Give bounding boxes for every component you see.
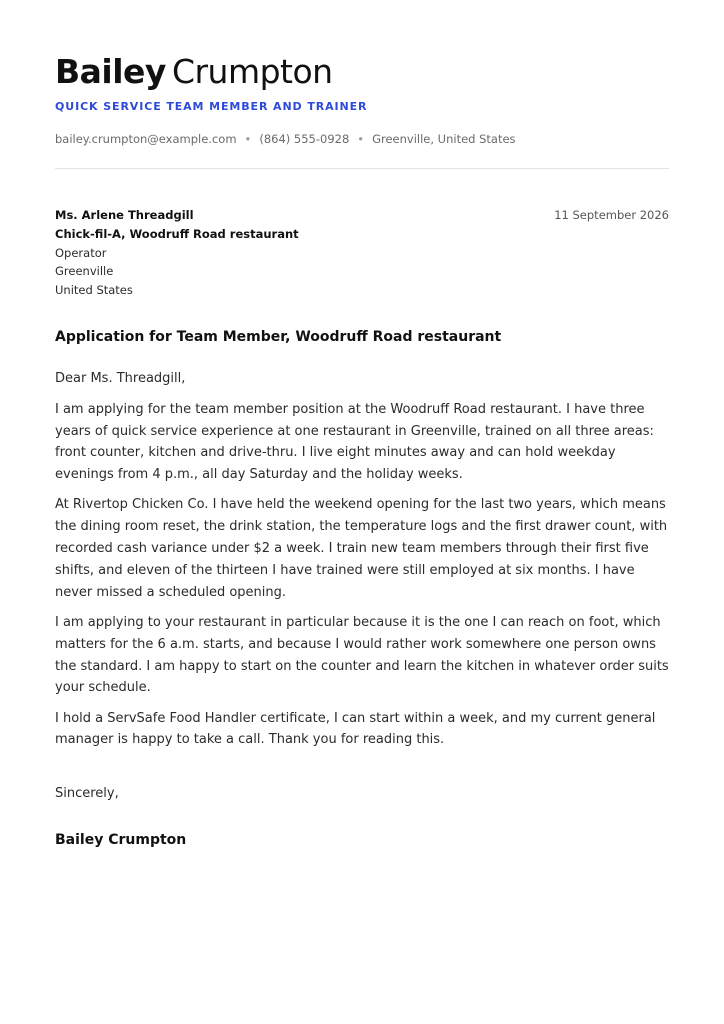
separator-dot: • [244, 132, 252, 146]
last-name: Crumpton [171, 52, 333, 91]
recipient-block [55, 206, 299, 300]
closing: Sincerely, [55, 786, 119, 801]
recipient-country: United States [55, 283, 133, 298]
applicant-name [55, 52, 333, 92]
recipient-name: Ms. Arlene Threadgill [55, 208, 194, 222]
letter-subject: Application for Team Member, Woodruff Road restaurant [55, 329, 502, 345]
recipient-city: Greenville [55, 264, 114, 279]
phone-number[interactable]: (864) 555-0928 [259, 132, 350, 146]
job-tagline: QUICK SERVICE TEAM MEMBER AND TRAINER [55, 100, 368, 113]
recipient-company: Chick-fil-A, Woodruff Road restaurant [55, 226, 299, 241]
body-paragraph: I hold a ServSafe Food Handler certificate, I can start within a week, and my current general manager is happy to take a call. Thank you for reading this. [55, 710, 656, 748]
salutation: Dear Ms. Threadgill, [55, 371, 186, 386]
letter-body [55, 368, 669, 760]
separator-dot: • [357, 132, 365, 146]
contact-line [55, 132, 516, 146]
signature: Bailey Crumpton [55, 832, 187, 848]
body-paragraph: I am applying for the team member position at the Woodruff Road restaurant. I have three years of quick service experience at one restaurant in Greenville, trained on all three areas: front counter, kitchen and drive-thru. I live eight minutes away and can hold weekday evenings from 4 p.m., all day Saturday and the holiday weeks. [55, 401, 654, 483]
body-paragraph: I am applying to your restaurant in particular because it is the one I can reach on foot, which matters for the 6 a.m. starts, and because I would rather work somewhere one person owns the standard. I am happy to start on the counter and learn the kitchen in whatever order suits your schedule. [55, 614, 669, 696]
location: Greenville, United States [372, 132, 516, 146]
first-name: Bailey [55, 52, 166, 91]
letter-date: 11 September 2026 [554, 208, 669, 222]
body-paragraph: At Rivertop Chicken Co. I have held the weekend opening for the last two years, which means the dining room reset, the drink station, the temperature logs and the first drawer count, with recorded cash variance under $2 a week. I train new team members through their first five shifts, and eleven of the thirteen I have trained were still employed at six months. I have never missed a scheduled opening. [55, 497, 668, 600]
header-divider [55, 168, 669, 169]
email-address[interactable]: bailey.crumpton@example.com [55, 132, 237, 146]
recipient-title: Operator [55, 245, 107, 260]
